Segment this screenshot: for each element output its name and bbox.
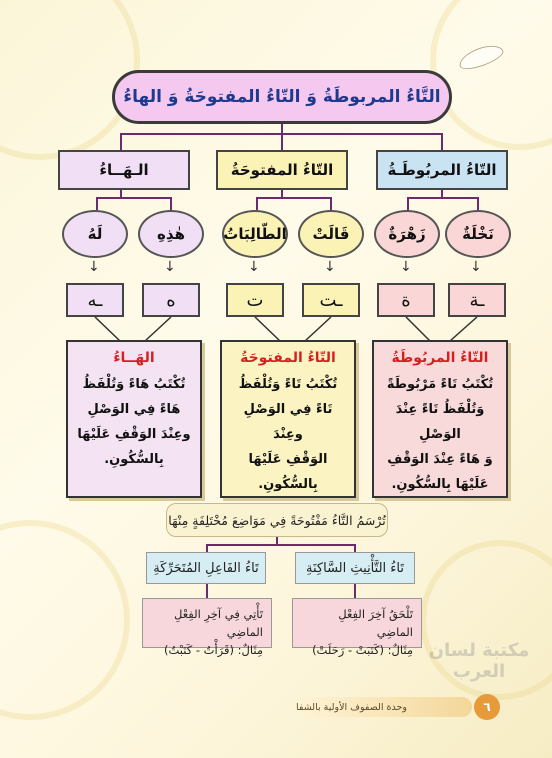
connector-line <box>206 584 208 598</box>
connector-line <box>206 544 208 552</box>
rule-line: تَاءً فِي الوَصْلِ وعِنْدَ <box>243 402 333 442</box>
connector-line <box>281 133 283 151</box>
connector-line <box>96 197 172 199</box>
arrow-down-icon: ↓ <box>88 259 100 275</box>
rule-line: الوَقْفِ عَلَيْهَا بِالسُّكُونِ. <box>248 452 328 492</box>
connector-line <box>170 197 172 210</box>
letter-form-box: ـت <box>302 283 360 317</box>
header-open-ta: التّاءُ المفتوحَةُ <box>216 150 348 190</box>
rule-line: عَلَيْهَا بِالسُّكُونِ. <box>391 477 489 492</box>
rule-line: وَ هَاءً عِنْدَ الوَقْفِ <box>387 452 493 467</box>
arrow-down-icon: ↓ <box>248 259 260 275</box>
letter-form-box: ة <box>377 283 435 317</box>
rule-line: وَتُلْفَظُ تَاءً عِنْدَ الوَصْلِ <box>395 402 485 442</box>
header-tied-ta: التّاءُ المربُوطَـةُ <box>376 150 508 190</box>
background-swirl <box>0 520 130 720</box>
footer-bar <box>296 697 472 717</box>
letter-form-box: ت <box>226 283 284 317</box>
connector-line <box>96 197 98 210</box>
arrow-down-icon: ↓ <box>164 259 176 275</box>
rule-box-open-ta <box>220 340 356 498</box>
sub-header-subject-ta: تَاءُ الفَاعِلِ المُتَحَرِّكَةِ <box>146 552 266 584</box>
sub-box-line: مِثَالٌ: (قَرَأْتُ - كَتَبْتُ) <box>163 643 263 657</box>
sub-box-feminine-ta <box>292 598 422 657</box>
example-word-oval: زَهْرَةٌ <box>374 210 440 258</box>
background-swirl <box>430 0 552 150</box>
arrow-down-icon: ↓ <box>324 259 336 275</box>
connector-line <box>330 197 332 210</box>
arrow-down-icon: ↓ <box>400 259 412 275</box>
connector-line <box>256 197 258 210</box>
watermark: مكتبة لسان العرب <box>428 640 530 682</box>
sub-box-subject-ta <box>142 598 272 657</box>
footer-text: وحدة الصفوف الأولية بالشفا <box>296 701 407 713</box>
connector-line <box>354 544 356 552</box>
page-number: ٦ <box>474 694 500 720</box>
rule-line: تُكْتَبُ تَاءً مَرْبُوطَةً <box>386 377 494 392</box>
rule-box-title: التّاءُ المفتوحَةُ <box>240 350 336 366</box>
rule-box-title: التّاءُ المربُوطَةُ <box>391 350 489 366</box>
letter-form-box: ه <box>142 283 200 317</box>
example-word-oval: لَهُ <box>62 210 128 258</box>
rule-line: تُكْتَبُ تَاءً وَتُلْفَظُ <box>238 377 338 392</box>
rule-box-tied-ta <box>372 340 508 498</box>
connector-line <box>206 544 356 546</box>
rule-line: وعِنْدَ الوَقْفِ عَلَيْهَا <box>77 427 191 442</box>
connector-line <box>407 197 479 199</box>
example-word-oval: الطّالِبَاتُ <box>222 210 288 258</box>
open-ta-positions-box: تُرْسَمُ التَّاءُ مَفْتُوحَةً فِي مَوَاضِعَ مُخْتَلِفَةٍ مِنْهَا <box>166 503 388 537</box>
example-word-oval: قَالَتْ <box>298 210 364 258</box>
connector-line <box>441 133 443 151</box>
sub-header-feminine-ta: تَاءُ التَّأْنِيثِ السَّاكِنَةِ <box>295 552 415 584</box>
header-ha: الـهَــاءُ <box>58 150 190 190</box>
sub-box-line: تَأْتِي فِي آخِرِ الفِعْلِ الماضِي <box>174 607 263 639</box>
letter-form-box: ـه <box>66 283 124 317</box>
example-word-oval: هٰذِهِ <box>138 210 204 258</box>
page-title: التَّاءُ المربوطَةُ وَ التّاءُ المفتوحَةُ وَ الهاءُ <box>112 70 452 124</box>
example-word-oval: نَخْلَةٌ <box>445 210 511 258</box>
rule-box-ha <box>66 340 202 498</box>
arrow-down-icon: ↓ <box>470 259 482 275</box>
rule-box-title: الهَــاءُ <box>113 350 155 366</box>
connector-line <box>354 584 356 598</box>
rule-line: هَاءً فِي الوَصْلِ <box>87 402 181 417</box>
rule-line: تُكْتَبُ هَاءً وَتُلْفَظُ <box>82 377 186 392</box>
sub-box-line: مِثَالٌ: (كَتَبَتْ - رَحَلَتْ) <box>312 643 413 657</box>
connector-line <box>477 197 479 210</box>
connector-line <box>256 197 332 199</box>
sub-box-line: تَلْحَقُ آخِرَ الفِعْلِ الماضِي <box>338 607 413 639</box>
rule-line: بِالسُّكُونِ. <box>104 452 164 467</box>
connector-line <box>407 197 409 210</box>
letter-form-box: ـة <box>448 283 506 317</box>
connector-lines-svg <box>0 317 552 342</box>
connector-line <box>120 133 122 151</box>
